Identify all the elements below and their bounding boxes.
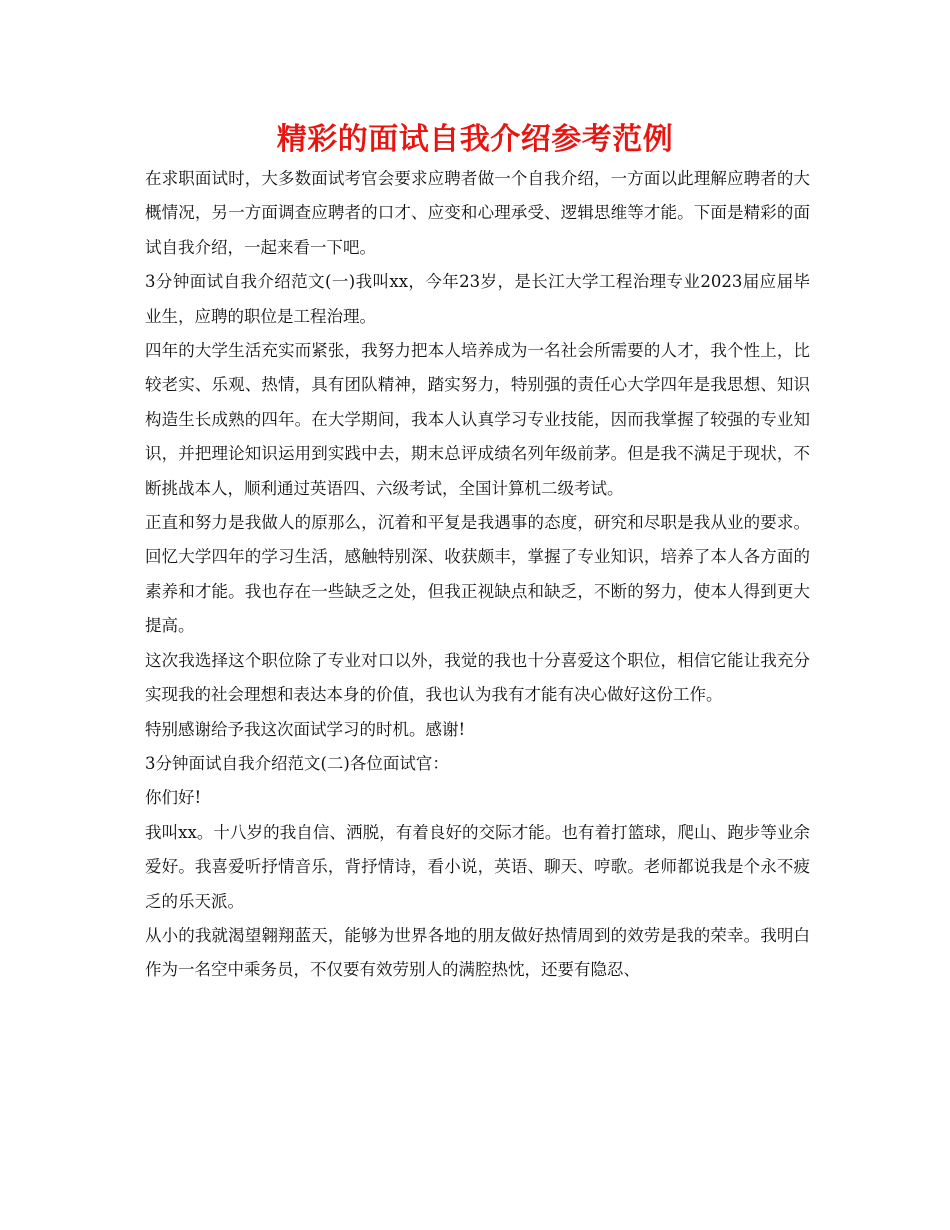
paragraph-self-description: 我叫xx。十八岁的我自信、洒脱，有着良好的交际才能。也有着打篮球，爬山、跑步等业余爱好。我喜爱听抒情音乐，背抒情诗，看小说，英语、聊天、哼歌。老师都说我是个永不疲乏的乐天派。 bbox=[145, 822, 810, 911]
paragraph-sample-two-heading: 3分钟面试自我介绍范文(二)各位面试官： bbox=[145, 753, 449, 773]
document-title: 精彩的面试自我介绍参考范例 bbox=[276, 122, 674, 157]
paragraph-aspiration: 从小的我就渴望翱翔蓝天，能够为世界各地的朋友做好热情周到的效劳是我的荣幸。我明白作为一名空中乘务员，不仅要有效劳别人的满腔热忱，还要有隐忍、 bbox=[145, 925, 810, 980]
paragraph-principles: 正直和努力是我做人的原那么，沉着和平复是我遇事的态度，研究和尽职是我从业的要求。回忆大学四年的学习生活，感触特别深、收获颇丰，掌握了专业知识，培养了本人各方面的素养和才能。我也存在一些缺乏之处，但我正视缺点和缺乏，不断的努力，使本人得到更大提高。 bbox=[145, 513, 810, 636]
paragraph-greeting: 你们好! bbox=[145, 788, 202, 808]
paragraph-thanks: 特别感谢给予我这次面试学习的时机。感谢! bbox=[145, 719, 466, 739]
paragraph-job-choice: 这次我选择这个职位除了专业对口以外，我觉的我也十分喜爱这个职位，相信它能让我充分实现我的社会理想和表达本身的价值，我也认为我有才能有决心做好这份工作。 bbox=[145, 650, 810, 705]
paragraph-university-life: 四年的大学生活充实而紧张，我努力把本人培养成为一名社会所需要的人才，我个性上，比较老实、乐观、热情，具有团队精神，踏实努力，特别强的责任心大学四年是我思想、知识构造生长成熟的四年。在大学期间，我本人认真学习专业技能，因而我掌握了较强的专业知识，并把理论知识运用到实践中去，期末总评成绩名列年级前茅。但是我不满足于现状，不断挑战本人，顺利通过英语四、六级考试，全国计算机二级考试。 bbox=[145, 341, 810, 498]
paragraph-sample-one-heading: 3分钟面试自我介绍范文(一)我叫xx，今年23岁，是长江大学工程治理专业2023届应届毕业生，应聘的职位是工程治理。 bbox=[145, 272, 810, 326]
document-body bbox=[145, 162, 810, 988]
paragraph-intro: 在求职面试时，大多数面试考官会要求应聘者做一个自我介绍，一方面以此理解应聘者的大概情况，另一方面调查应聘者的口才、应变和心理承受、逻辑思维等才能。下面是精彩的面试自我介绍，一起来看一下吧。 bbox=[145, 169, 810, 257]
